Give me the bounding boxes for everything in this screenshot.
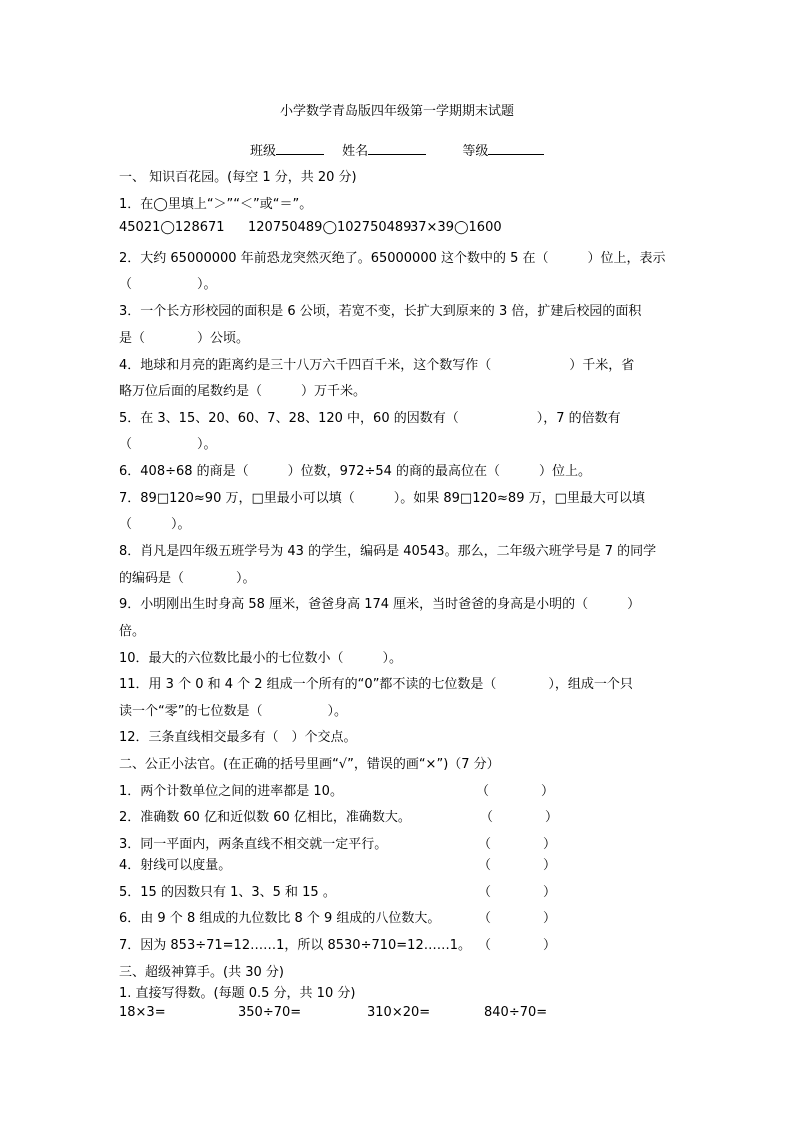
calc-item-4: 840÷70= (484, 1005, 548, 1020)
question-8-line-1: 8．肖凡是四年级五班学号为 43 的学生，编码是 40543。那么，二年级六班学号是 7 的同学 (119, 544, 657, 559)
section1-heading: 一、 知识百花园。(每空 1 分，共 20 分) (119, 170, 357, 185)
name-label: 姓名 (342, 144, 369, 159)
question-11-line-2: 读一个“零”的七位数是（ ）。 (119, 704, 347, 719)
judge-bracket-5[interactable]: （ ） (478, 885, 557, 900)
calc-item-3: 310×20= (367, 1005, 431, 1020)
class-label: 班级 (250, 144, 277, 159)
calc-item-1: 18×3= (119, 1005, 166, 1020)
question-1: 1．在◯里填上“＞”“＜”或“＝”。 (119, 197, 313, 212)
question-3-line-1: 3．一个长方形校园的面积是 6 公顷，若宽不变，长扩大到原来的 3 倍，扩建后校园的面积 (119, 304, 642, 319)
question-4-line-1: 4．地球和月亮的距离约是三十八万六千四百千米，这个数写作（ ）千米，省 (119, 358, 635, 373)
question-9-line-2: 倍。 (119, 624, 146, 639)
question-3-line-2: 是（ ）公顷。 (119, 331, 250, 346)
judge-item-2: 2．准确数 60 亿和近似数 60 亿相比，准确数大。 (119, 810, 411, 825)
question-4-line-2: 略万位后面的尾数约是（ ）万千米。 (119, 384, 367, 399)
question-9-line-1: 9．小明刚出生时身高 58 厘米，爸爸身高 174 厘米，当时爸爸的身高是小明的（ ） (119, 597, 641, 612)
q1-item-2: 120750489◯102750489 (248, 220, 412, 235)
question-7-line-1: 7．89□120≈90 万，□里最小可以填（ ）。如果 89□120≈89 万，□里最大可以填 (119, 491, 645, 506)
judge-bracket-4[interactable]: （ ） (478, 858, 557, 873)
question-5-line-2: （ ）。 (119, 437, 217, 452)
name-blank[interactable] (368, 141, 426, 155)
question-10: 10．最大的六位数比最小的七位数小（ ）。 (119, 651, 403, 666)
question-7-line-2: （ ）。 (119, 517, 191, 532)
question-2-line-2: （ ）。 (119, 277, 217, 292)
question-6: 6．408÷68 的商是（ ）位数，972÷54 的商的最高位在（ ）位上。 (119, 464, 592, 479)
judge-item-3: 3．同一平面内，两条直线不相交就一定平行。 (119, 837, 388, 852)
class-blank[interactable] (276, 141, 324, 155)
q1-item-1: 45021◯128671 (119, 220, 225, 235)
question-8-line-2: 的编码是（ ）。 (119, 571, 256, 586)
grade-blank[interactable] (488, 141, 544, 155)
judge-item-1: 1．两个计数单位之间的进率都是 10。 (119, 784, 343, 799)
judge-item-4: 4．射线可以度量。 (119, 858, 232, 873)
calc-item-2: 350÷70= (238, 1005, 302, 1020)
judge-item-6: 6．由 9 个 8 组成的九位数比 8 个 9 组成的八位数大。 (119, 911, 441, 926)
judge-bracket-3[interactable]: （ ） (478, 837, 557, 852)
question-2-line-1: 2．大约 65000000 年前恐龙突然灭绝了。65000000 这个数中的 5 在（ ）位上，表示 (119, 251, 666, 266)
student-info (250, 140, 544, 159)
section3-heading: 三、超级神算手。(共 30 分) (119, 965, 284, 980)
judge-item-5: 5．15 的因数只有 1、3、5 和 15 。 (119, 885, 336, 900)
question-5-line-1: 5．在 3、15、20、60、7、28、120 中，60 的因数有（ ），7 的倍数有 (119, 411, 621, 426)
judge-bracket-1[interactable]: （ ） (476, 784, 555, 799)
judge-bracket-6[interactable]: （ ） (478, 911, 557, 926)
page-title: 小学数学青岛版四年级第一学期期末试题 (279, 104, 514, 119)
q1-item-3: 37×39◯1600 (410, 220, 502, 235)
judge-item-7: 7．因为 853÷71=12……1，所以 8530÷710=12……1。 (119, 938, 471, 953)
question-11-line-1: 11．用 3 个 0 和 4 个 2 组成一个所有的“0”都不读的七位数是（ ），组成一个只 (119, 677, 633, 692)
judge-bracket-7[interactable]: （ ） (478, 938, 557, 953)
section2-heading: 二、公正小法官。(在正确的括号里画“√”，错误的画“×”)（7 分） (119, 757, 500, 772)
section3-sub1: 1. 直接写得数。(每题 0.5 分，共 10 分) (119, 986, 356, 1001)
question-12: 12．三条直线相交最多有（ ）个交点。 (119, 730, 357, 745)
judge-bracket-2[interactable]: （ ） (480, 810, 559, 825)
grade-label: 等级 (462, 144, 489, 159)
